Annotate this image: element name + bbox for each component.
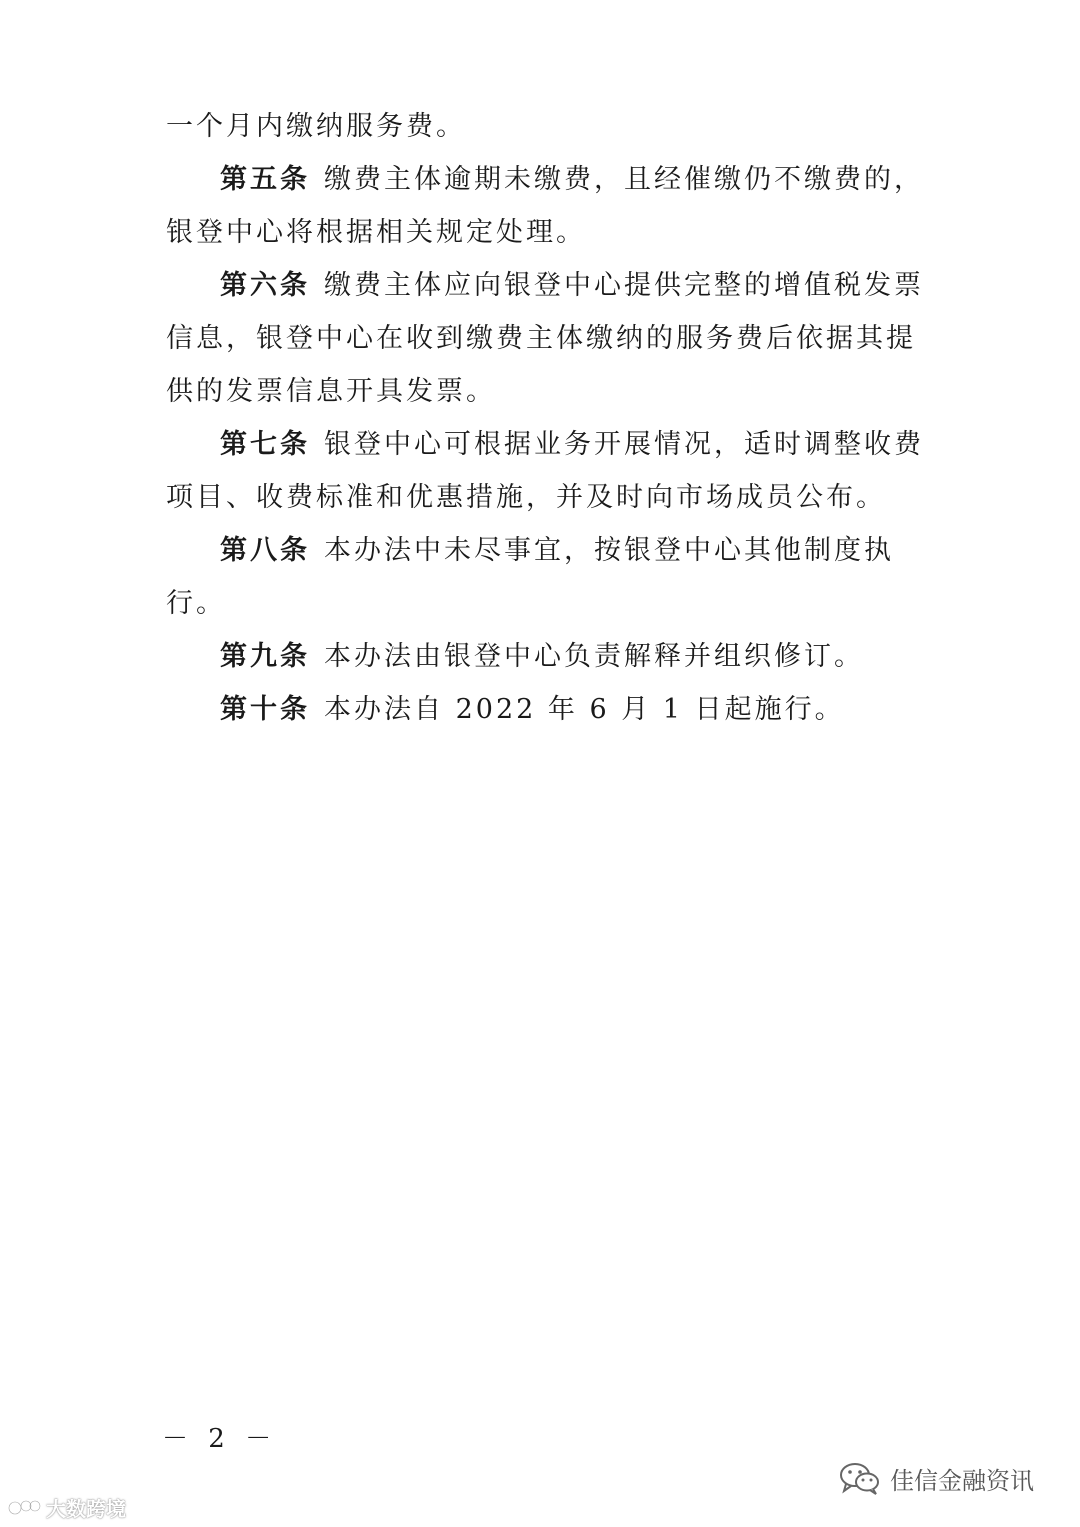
watermark-left-label: 大数跨境 [46, 1497, 126, 1521]
article-9 [166, 630, 926, 683]
watermark-right-label: 佳信金融资讯 [890, 1466, 1034, 1495]
article-text: 银登中心可根据业务开展情况，适时调整收费项目、收费标准和优惠措施，并及时向市场成员公布。 [166, 429, 924, 513]
article-number: 第六条 [220, 270, 310, 301]
page-number: － 2 － [162, 1424, 278, 1454]
article-7 [166, 418, 926, 524]
document-body [166, 100, 926, 736]
article-text: 本办法自 2022 年 6 月 1 日起施行。 [324, 694, 845, 725]
watermark-right [838, 1460, 1034, 1496]
article-6 [166, 259, 926, 418]
weibo-style-logo-icon [8, 1497, 42, 1519]
article-10 [166, 683, 926, 736]
article-5 [166, 153, 926, 259]
article-text: 本办法中未尽事宜，按银登中心其他制度执行。 [166, 535, 894, 619]
article-number: 第五条 [220, 164, 310, 195]
article-number: 第七条 [220, 429, 310, 460]
article-text: 缴费主体逾期未缴费，且经催缴仍不缴费的，银登中心将根据相关规定处理。 [166, 164, 924, 248]
article-number: 第八条 [220, 535, 310, 566]
wechat-logo-icon [838, 1460, 882, 1496]
watermark-left [8, 1493, 126, 1522]
article-number: 第十条 [220, 694, 310, 725]
article-text: 缴费主体应向银登中心提供完整的增值税发票信息，银登中心在收到缴费主体缴纳的服务费后依据其提供的发票信息开具发票。 [166, 270, 924, 407]
article-8 [166, 524, 926, 630]
opening-line: 一个月内缴纳服务费。 [166, 111, 466, 142]
article-text: 本办法由银登中心负责解释并组织修订。 [324, 641, 864, 672]
article-number: 第九条 [220, 641, 310, 672]
